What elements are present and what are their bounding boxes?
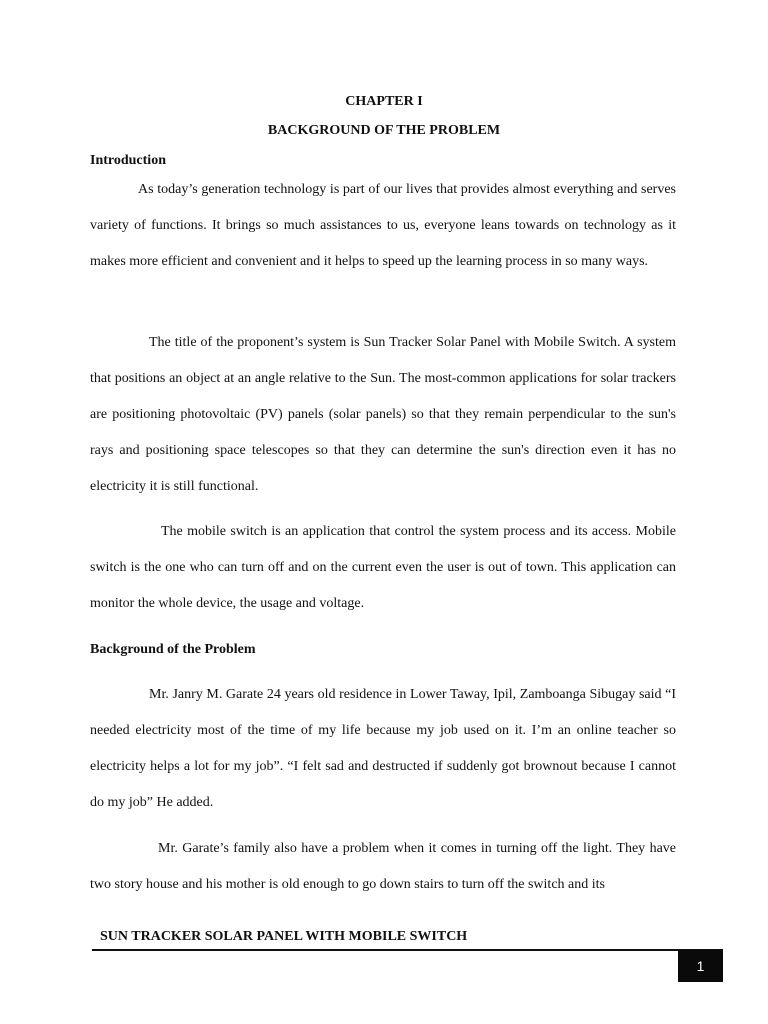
footer-title: SUN TRACKER SOLAR PANEL WITH MOBILE SWITCH bbox=[100, 929, 468, 944]
chapter-number: CHAPTER I bbox=[345, 94, 423, 109]
section-heading-introduction: Introduction bbox=[90, 153, 166, 168]
section-heading-background: Background of the Problem bbox=[90, 642, 256, 657]
paragraph-intro-3: The mobile switch is an application that control the system process and its access. Mobile switch is the one who can turn off and on the current even the user is out of town. This application can monitor the whole device, the usage and voltage. bbox=[90, 524, 676, 611]
paragraph-intro-1: As today’s generation technology is part of our lives that provides almost everything and serves variety of functions. It brings so much assistances to us, everyone leans towards on technology as it makes more efficient and convenient and it helps to speed up the learning process in so many ways. bbox=[90, 182, 676, 269]
page-number: 1 bbox=[678, 950, 723, 982]
paragraph-background-1: Mr. Janry M. Garate 24 years old residence in Lower Taway, Ipil, Zamboanga Sibugay said “I needed electricity most of the time of my life because my job used on it. I’m an online teacher so electricity helps a lot for my job”. “I felt sad and destructed if suddenly got brownout because I cannot do my job” He added. bbox=[90, 687, 676, 810]
paragraph-background-2: Mr. Garate’s family also have a problem when it comes in turning off the light. They have two story house and his mother is old enough to go down stairs to turn off the switch and its bbox=[90, 841, 676, 892]
chapter-title: BACKGROUND OF THE PROBLEM bbox=[267, 123, 501, 138]
paragraph-intro-2: The title of the proponent’s system is Sun Tracker Solar Panel with Mobile Switch. A system that positions an object at an angle relative to the Sun. The most-common applications for solar trackers are positioning photovoltaic (PV) panels (solar panels) so that they remain perpendicular to the sun's rays and positioning space telescopes so that they can determine the sun's direction even it has no electricity it is still functional. bbox=[90, 335, 676, 494]
footer-divider bbox=[92, 949, 723, 951]
